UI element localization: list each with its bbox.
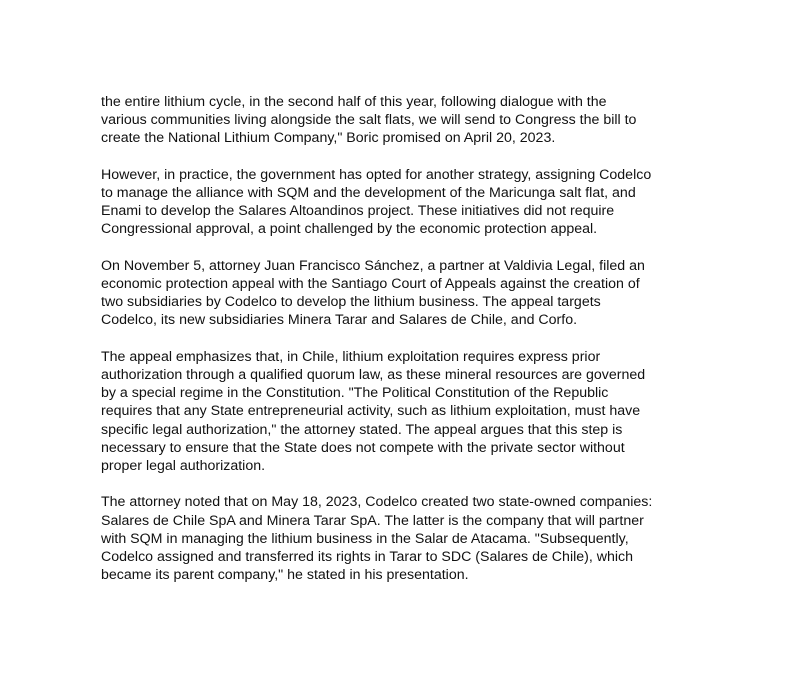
paragraph-appeal-emphasis: The appeal emphasizes that, in Chile, lithium exploitation requires express prior authorization through a qualified quorum law, as these mineral resources are governed by a special regime in the Constitution. "The Political Constitution of the Republic requires that any State entrepreneurial activity, such as lithium exploitation, must have specific legal authorization," the attorney stated. The appeal argues that this step is necessary to ensure that the State does not compete with the private sector without proper legal authorization. (101, 348, 646, 475)
document-body (101, 93, 721, 603)
paragraph-codelco-companies: The attorney noted that on May 18, 2023, Codelco created two state-owned companies: Salares de Chile SpA and Minera Tarar SpA. The latter is the company that will partner with SQM in managing the lithium business in the Salar de Atacama. "Subsequently, Codelco assigned and transferred its rights in Tarar to SDC (Salares de Chile), which became its parent company," he stated in his presentation. (101, 494, 653, 584)
paragraph-boric-promise: the entire lithium cycle, in the second half of this year, following dialogue with the various communities living alongside the salt flats, we will send to Congress the bill to create the National Lithium Company," Boric promised on April 20, 2023. (101, 94, 637, 147)
paragraph-government-strategy: However, in practice, the government has opted for another strategy, assigning Codelco to manage the alliance with SQM and the development of the Maricunga salt flat, and Enami to develop the Salares Altoandinos project. These initiatives did not require Congressional approval, a point challenged by the economic protection appeal. (101, 166, 652, 238)
paragraph-appeal-filed: On November 5, attorney Juan Francisco Sánchez, a partner at Valdivia Legal, filed an economic protection appeal with the Santiago Court of Appeals against the creation of two subsidiaries by Codelco to develop the lithium business. The appeal targets Codelco, its new subsidiaries Minera Tarar and Salares de Chile, and Corfo. (101, 257, 645, 329)
